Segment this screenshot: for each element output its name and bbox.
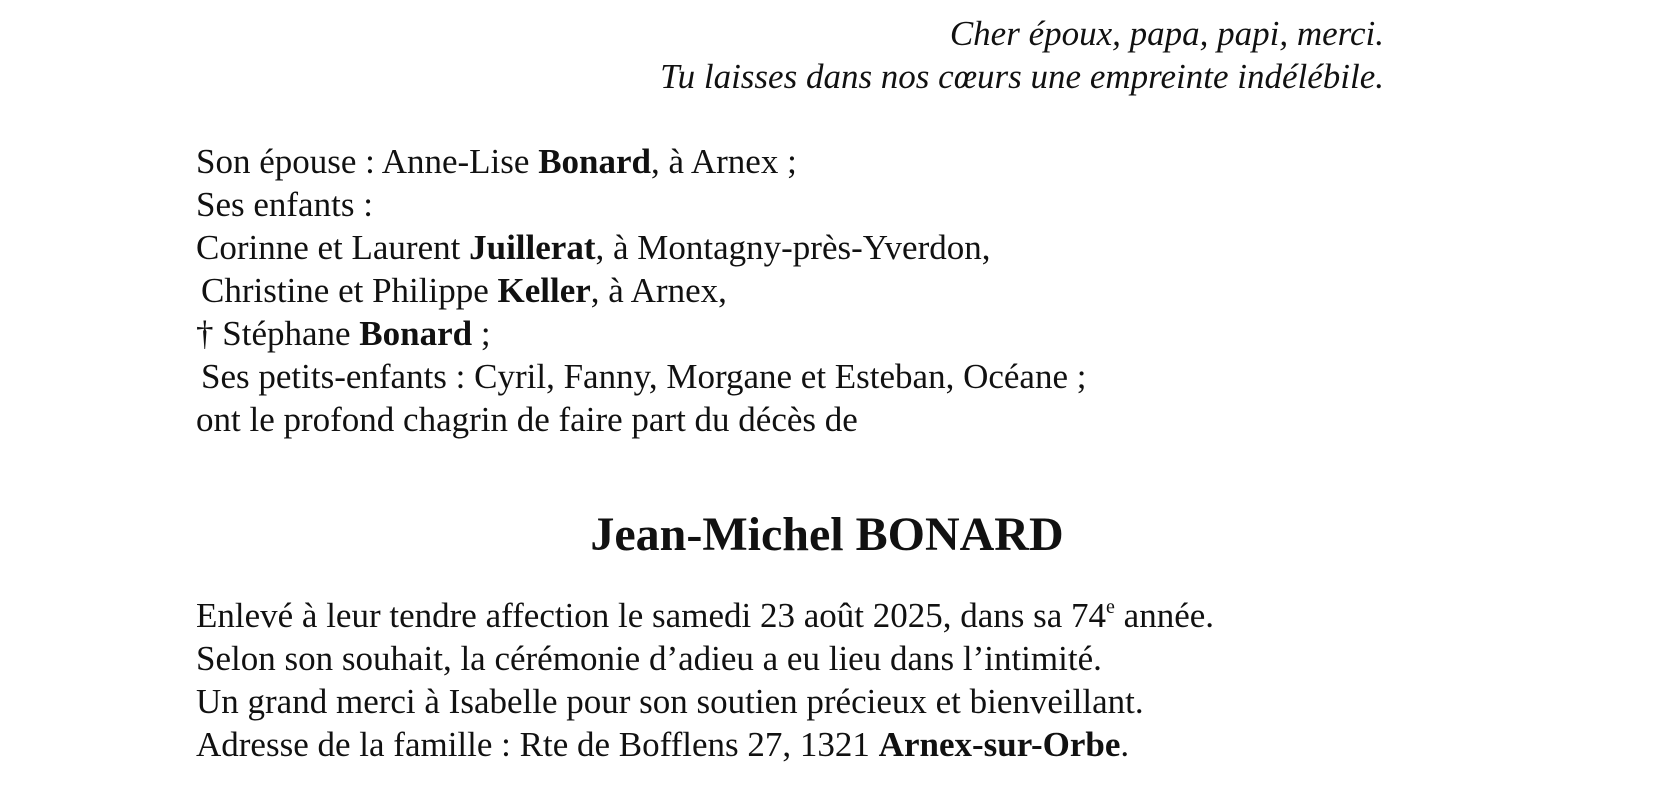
- details-line-2: Selon son souhait, la cérémonie d’adieu a eu lieu dans l’intimité.: [196, 639, 1102, 678]
- address-line: [196, 723, 1129, 767]
- spouse-suffix: , à Arnex ;: [651, 142, 797, 181]
- child-line-2: [201, 269, 727, 313]
- details-line1-suffix: année.: [1114, 596, 1215, 635]
- details-line1-prefix: Enlevé à leur tendre affection le samedi 23 août 2025, dans sa 74: [196, 596, 1107, 635]
- child2-surname: Keller: [497, 271, 591, 310]
- deceased-name: Jean-Michel BONARD: [590, 508, 1064, 561]
- spouse-surname: Bonard: [538, 142, 651, 181]
- child1-suffix: , à Montagny-près-Yverdon,: [595, 228, 991, 267]
- child2-suffix: , à Arnex,: [590, 271, 727, 310]
- child2-prefix: Christine et Philippe: [201, 271, 498, 310]
- children-label: Ses enfants :: [196, 185, 373, 224]
- address-prefix: Adresse de la famille : Rte de Bofflens 27, 1321: [196, 725, 879, 764]
- child3-suffix: ;: [472, 314, 491, 353]
- grandchildren-line: Ses petits-enfants : Cyril, Fanny, Morgane et Esteban, Océane ;: [201, 357, 1087, 396]
- quote-line-2: Tu laisses dans nos cœurs une empreinte indélébile.: [660, 57, 1384, 96]
- address-city: Arnex-sur-Orbe: [878, 725, 1121, 764]
- spouse-line: [196, 140, 797, 184]
- child3-surname: Bonard: [359, 314, 473, 353]
- ordinal-superscript: e: [1106, 596, 1115, 618]
- quote-line-1: Cher époux, papa, papi, merci.: [949, 14, 1384, 53]
- child3-prefix: † Stéphane: [196, 314, 360, 353]
- child-line-3: [196, 312, 491, 356]
- address-suffix: .: [1120, 725, 1130, 764]
- announcement-line: ont le profond chagrin de faire part du décès de: [196, 400, 858, 439]
- child-line-1: [196, 226, 990, 270]
- details-line-3: Un grand merci à Isabelle pour son soutien précieux et bienveillant.: [196, 682, 1144, 721]
- details-line-1: [196, 594, 1214, 638]
- child1-prefix: Corinne et Laurent: [196, 228, 470, 267]
- child1-surname: Juillerat: [469, 228, 596, 267]
- spouse-prefix: Son épouse : Anne-Lise: [196, 142, 539, 181]
